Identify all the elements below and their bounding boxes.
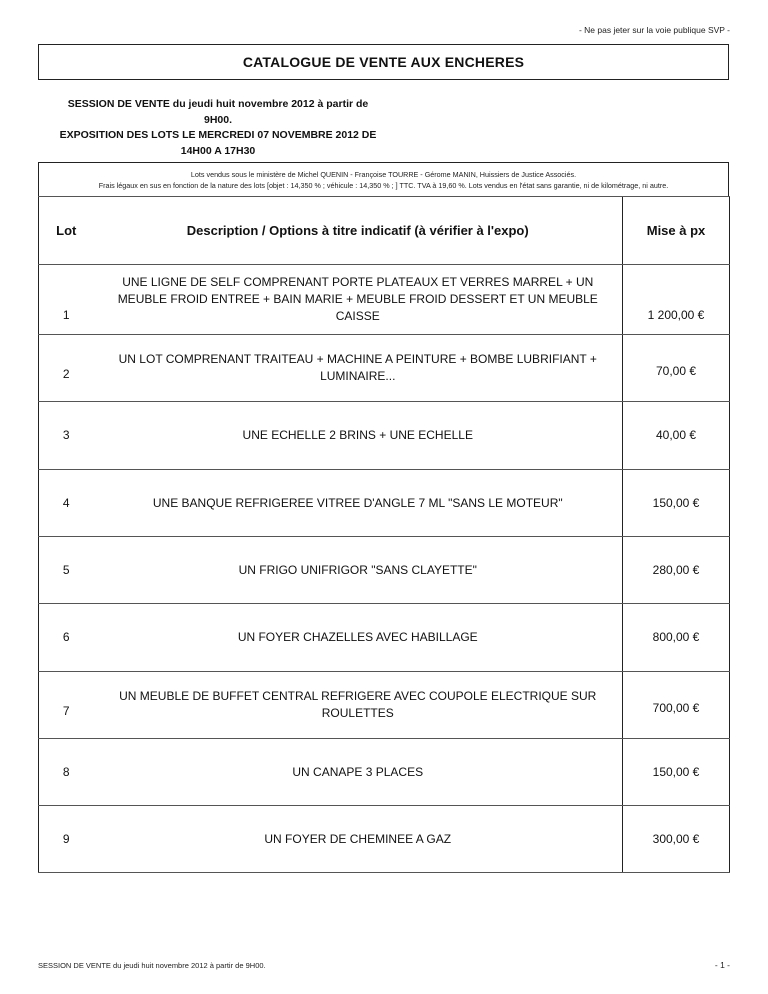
- lot-description: UN CANAPE 3 PLACES: [94, 739, 623, 806]
- header-lot: Lot: [39, 197, 94, 265]
- lot-price: 280,00 €: [623, 537, 730, 604]
- session-line: EXPOSITION DES LOTS LE MERCREDI 07 NOVEMBRE 2012 DE: [59, 129, 377, 141]
- lot-price: 150,00 €: [623, 739, 730, 806]
- table-row: [39, 604, 730, 672]
- lot-number: 5: [39, 537, 94, 604]
- table-row: [39, 335, 730, 402]
- table-row: [39, 537, 730, 604]
- lot-description: UN FOYER CHAZELLES AVEC HABILLAGE: [94, 604, 623, 672]
- lot-number: 3: [39, 402, 94, 470]
- table-header-row: [39, 197, 730, 265]
- lot-number: 9: [39, 806, 94, 873]
- lot-number: 4: [39, 470, 94, 537]
- legal-line: Lots vendus sous le ministère de Michel QUENIN - Françoise TOURRE - Gérome MANIN, Huissiers de Justice Associés.: [190, 169, 577, 179]
- lot-number: 7: [39, 672, 94, 739]
- lot-description: UN FRIGO UNIFRIGOR "SANS CLAYETTE": [94, 537, 623, 604]
- lot-price: 700,00 €: [623, 672, 730, 739]
- table-row: [39, 265, 730, 335]
- lot-description: UN FOYER DE CHEMINEE A GAZ: [94, 806, 623, 873]
- session-line: 14H00 A 17H30: [180, 144, 256, 157]
- table-row: [39, 470, 730, 537]
- table-row: [39, 806, 730, 873]
- footer-session: SESSION DE VENTE du jeudi huit novembre 2012 à partir de 9H00.: [38, 961, 266, 970]
- lot-number: 6: [39, 604, 94, 672]
- session-line: 9H00.: [203, 113, 233, 126]
- table-row: [39, 672, 730, 739]
- page-number: - 1 -: [714, 960, 730, 970]
- legal-notice: [38, 162, 729, 196]
- header-price: Mise à px: [623, 197, 730, 265]
- lot-number: 1: [39, 265, 94, 335]
- legal-line: Frais légaux en sus en fonction de la nature des lots [objet : 14,350 % ; véhicule : 14,350 % ; ] TTC. TVA à 19,60 %. Lots vendus en l'état sans garantie, ni de kilométrage, ni autre.: [98, 180, 669, 190]
- lot-number: 2: [39, 335, 94, 402]
- top-note: - Ne pas jeter sur la voie publique SVP -: [578, 25, 730, 35]
- lot-description: UN MEUBLE DE BUFFET CENTRAL REFRIGERE AVEC COUPOLE ELECTRIQUE SUR ROULETTES: [94, 672, 623, 739]
- lot-description: UNE ECHELLE 2 BRINS + UNE ECHELLE: [94, 402, 623, 470]
- lot-price: 800,00 €: [623, 604, 730, 672]
- table-row: [39, 402, 730, 470]
- lot-price: 70,00 €: [623, 335, 730, 402]
- lot-price: 1 200,00 €: [623, 265, 730, 335]
- lot-price: 150,00 €: [623, 470, 730, 537]
- lot-description: UNE BANQUE REFRIGEREE VITREE D'ANGLE 7 ML "SANS LE MOTEUR": [94, 470, 623, 537]
- session-info: [38, 97, 398, 159]
- catalogue-title: CATALOGUE DE VENTE AUX ENCHERES: [38, 44, 729, 80]
- header-description: Description / Options à titre indicatif (à vérifier à l'expo): [94, 197, 623, 265]
- lot-description: UNE LIGNE DE SELF COMPRENANT PORTE PLATEAUX ET VERRES MARREL + UN MEUBLE FROID ENTREE + BAIN MARIE + MEUBLE FROID DESSERT ET UN MEUBLE CAISSE: [94, 265, 623, 335]
- lot-description: UN LOT COMPRENANT TRAITEAU + MACHINE A PEINTURE + BOMBE LUBRIFIANT + LUMINAIRE...: [94, 335, 623, 402]
- lot-number: 8: [39, 739, 94, 806]
- lot-price: 300,00 €: [623, 806, 730, 873]
- lots-table: [38, 196, 730, 873]
- session-line: SESSION DE VENTE du jeudi huit novembre 2012 à partir de: [67, 98, 369, 110]
- lot-price: 40,00 €: [623, 402, 730, 470]
- table-row: [39, 739, 730, 806]
